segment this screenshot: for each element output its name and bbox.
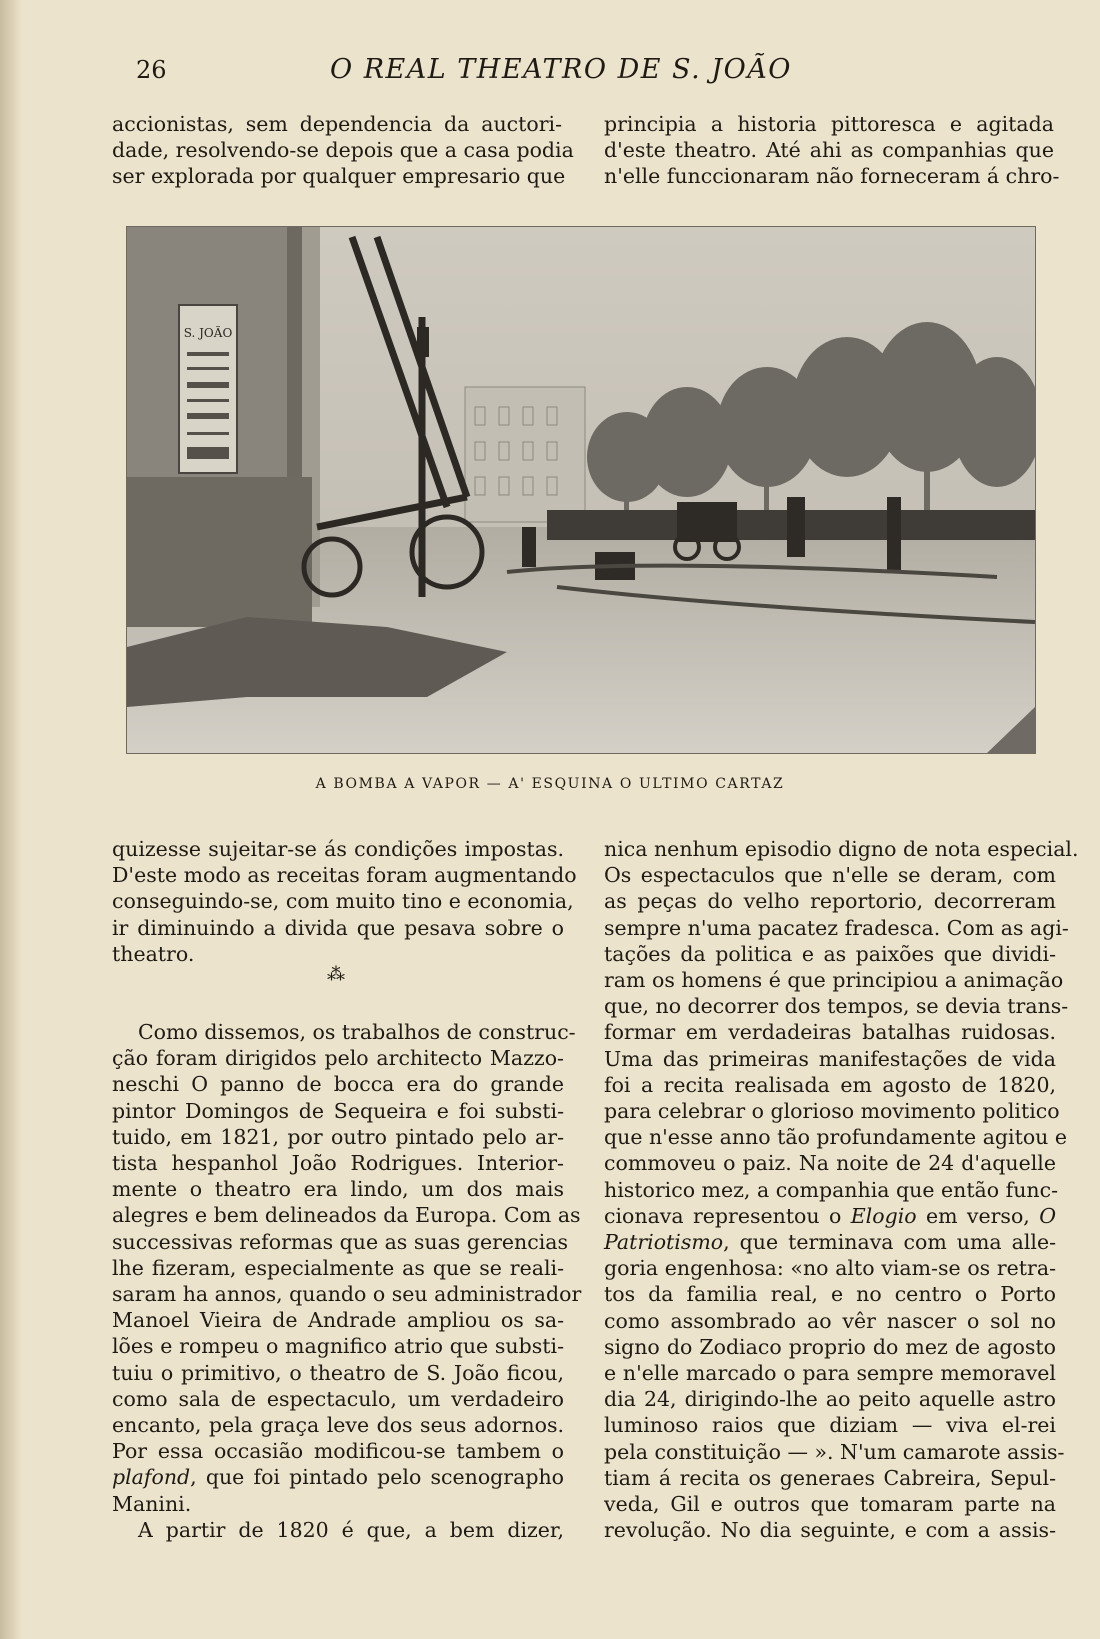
italic-title: O (1039, 1203, 1056, 1228)
text-line: alegres e bem delineados da Europa. Com as (112, 1203, 581, 1228)
page-header (0, 52, 1100, 92)
text-line: formar em verdadeiras batalhas ruidosas. (604, 1020, 1056, 1045)
text-line: conseguindo-se, com muito tino e economia, (112, 889, 574, 914)
text-line: signo do Zodiaco proprio do mez de agosto (604, 1334, 1056, 1359)
text-line: pela constituição — ». N'um camarote assis- (604, 1439, 1065, 1464)
text-line: nica nenhum episodio digno de nota especial. (604, 837, 1079, 861)
text-line: ser explorada por qualquer empresario que (112, 164, 566, 189)
text-line: Como dissemos, os trabalhos de construc- (138, 1020, 576, 1045)
street-lamp (417, 327, 429, 357)
page-gutter-shadow (0, 0, 22, 1639)
text-line: pintor Domingos de Sequeira e foi substi- (112, 1098, 564, 1123)
text-line: Manoel Vieira de Andrade ampliou os sa- (112, 1308, 564, 1333)
text-line: theatro. (112, 941, 195, 966)
text-line: e n'elle marcado o para sempre memoravel (604, 1361, 1056, 1386)
text-line: tiam á recita os generaes Cabreira, Sepul- (604, 1465, 1056, 1490)
text-line: goria engenhosa: «no alto viam-se os retra- (604, 1256, 1056, 1281)
text-line: ir diminuindo a divida que pesava sobre o (112, 915, 564, 940)
text-fragment: em verso, (916, 1203, 1040, 1228)
running-title: O REAL THEATRO DE S. JOÃO (330, 54, 792, 85)
text-line: como assombrado ao vêr nascer o sol no (604, 1308, 1056, 1333)
text-fragment: , que foi pintado pelo scenographo (190, 1465, 564, 1490)
top-right-column (604, 111, 1060, 190)
text-line: accionistas, sem dependencia da auctori- (112, 112, 562, 136)
text-line: tuiu o primitivo, o theatro de S. João ficou, (112, 1360, 564, 1385)
text-line: ram os homens é que principiou a animação (604, 968, 1064, 993)
text-line: tuido, em 1821, por outro pintado pelo ar- (112, 1124, 564, 1149)
text-line: Uma das primeiras manifestações de vida (604, 1046, 1056, 1071)
text-line: ção foram dirigidos pelo architecto Mazzo- (112, 1046, 564, 1071)
text-line: que n'esse anno tão profundamente agitou e (604, 1125, 1068, 1150)
text-line: Os espectaculos que n'elle se deram, com (604, 863, 1056, 888)
text-line: principia a historia pittoresca e agitada (604, 112, 1054, 136)
text-line: Manini. (112, 1491, 192, 1516)
text-line: lões e rompeu o magnifico atrio que substi- (112, 1334, 564, 1359)
text-line: tações da politica e as paixões que dividi- (604, 941, 1056, 966)
text-line: veda, Gil e outros que tomaram parte na (604, 1492, 1056, 1517)
top-left-column (112, 111, 574, 190)
text-line: Por essa occasião modificou-se tambem o (112, 1439, 564, 1464)
text-line: dade, resolvendo-se depois que a casa podia (112, 138, 574, 163)
text-line: A partir de 1820 é que, a bem dizer, (138, 1517, 564, 1542)
text-line: commoveu o paiz. Na noite de 24 d'aquelle (604, 1151, 1056, 1176)
section-asterism: ⁂ (327, 964, 345, 985)
poster-title: S. JOÃO (183, 326, 233, 340)
street-scene-illustration (127, 227, 1035, 753)
italic-title: Patriotismo (604, 1230, 724, 1255)
text-fragment: cionava representou o (604, 1203, 851, 1228)
text-line: as peças do velho reportorio, decorreram (604, 889, 1056, 914)
text-line: foi a recita realisada em agosto de 1820, (604, 1072, 1056, 1097)
text-line: neschi O panno de bocca era do grande (112, 1072, 564, 1097)
text-line: como sala de espectaculo, um verdadeiro (112, 1386, 564, 1411)
text-line: d'este theatro. Até ahi as companhias que (604, 138, 1054, 163)
distant-building (465, 387, 585, 522)
figure-caption: A BOMBA A VAPOR — A' ESQUINA O ULTIMO CARTAZ (315, 776, 785, 792)
text-line: D'este modo as receitas foram augmentando (112, 863, 577, 888)
halftone-photograph (126, 226, 1036, 754)
text-line: luminoso raios que diziam — viva el-rei (604, 1413, 1056, 1438)
text-line (604, 1229, 1056, 1255)
left-building (127, 227, 320, 627)
text-line: encanto, pela graça leve dos seus adornos. (112, 1413, 564, 1438)
text-line: que, no decorrer dos tempos, se devia trans- (604, 994, 1069, 1019)
text-line: saram ha annos, quando o seu administrador (112, 1282, 582, 1307)
text-line: n'elle funccionaram não forneceram á chro- (604, 164, 1060, 189)
text-line: sempre n'uma pacatez fradesca. Com as agi- (604, 915, 1069, 940)
text-line: lhe fizeram, especialmente as que se reali- (112, 1255, 564, 1280)
text-fragment: , que terminava com uma alle- (723, 1230, 1056, 1255)
bottom-right-column (604, 836, 1079, 1543)
italic-term: plafond (112, 1465, 191, 1490)
text-line: dia 24, dirigindo-lhe ao peito aquelle astro (604, 1387, 1056, 1412)
text-line: tos da familia real, e no centro o Porto (604, 1282, 1056, 1307)
text-line: tista hespanhol João Rodrigues. Interior- (112, 1151, 564, 1176)
text-line: quizesse sujeitar-se ás condições impostas. (112, 837, 564, 861)
text-line (604, 1203, 1056, 1229)
text-line: para celebrar o glorioso movimento politico (604, 1099, 1060, 1124)
text-line: revolução. No dia seguinte, e com a assis- (604, 1518, 1056, 1543)
text-line: mente o theatro era lindo, um dos mais (112, 1177, 564, 1202)
page-number: 26 (136, 56, 167, 84)
text-line: successivas reformas que as suas gerencias (112, 1229, 568, 1254)
italic-title: Elogio (850, 1203, 917, 1228)
text-line (112, 1464, 564, 1490)
text-line: historico mez, a companhia que então func- (604, 1177, 1059, 1202)
bottom-left-column (112, 836, 582, 1543)
